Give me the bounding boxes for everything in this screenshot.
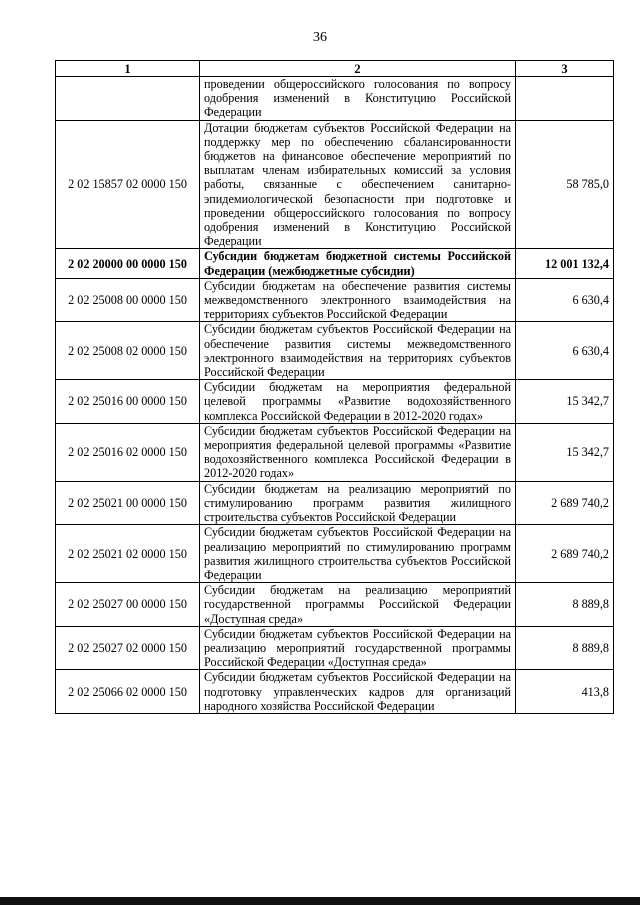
table-row — [56, 77, 614, 121]
budget-classification-code: 2 02 25008 02 0000 150 — [56, 322, 200, 380]
revenue-description: Субсидии бюджетам на обеспечение развития системы межведомственного электронного взаимодействия на территориях субъектов Российской Федерации — [200, 278, 516, 322]
header-row — [56, 61, 614, 77]
amount-thousand-rubles: 413,8 — [516, 670, 614, 714]
revenue-description: Субсидии бюджетам на реализацию мероприятий государственной программы Российской Федерации «Доступная среда» — [200, 583, 516, 627]
amount-thousand-rubles: 8 889,8 — [516, 626, 614, 670]
budget-classification-code: 2 02 25008 00 0000 150 — [56, 278, 200, 322]
revenue-description: Субсидии бюджетам на мероприятия федеральной целевой программы «Развитие водохозяйственного комплекса Российской Федерации в 2012-2020 годах» — [200, 380, 516, 424]
column-header-code: 1 — [56, 61, 200, 77]
budget-classification-code: 2 02 15857 02 0000 150 — [56, 120, 200, 249]
table-row — [56, 322, 614, 380]
page-number: 36 — [313, 30, 327, 45]
amount-thousand-rubles: 58 785,0 — [516, 120, 614, 249]
table-row — [56, 380, 614, 424]
table-row — [56, 249, 614, 278]
budget-revenue-table — [55, 60, 614, 714]
table-header — [56, 61, 614, 77]
column-header-amount: 3 — [516, 61, 614, 77]
table-row — [56, 481, 614, 525]
revenue-description: Дотации бюджетам субъектов Российской Федерации на поддержку мер по обеспечению сбалансированности бюджетов на финансовое обеспечение мероприятий по выплатам членам избирательных комиссий за условия работы, связанные с обеспечением санитарно-эпидемиологической безопасности при подготовке и проведении общероссийского голосования по вопросу одобрения изменений в Конституцию Российской Федерации — [200, 120, 516, 249]
revenue-description: проведении общероссийского голосования по вопросу одобрения изменений в Конституцию Российской Федерации — [200, 77, 516, 121]
revenue-description: Субсидии бюджетам субъектов Российской Федерации на реализацию мероприятий государственной программы Российской Федерации «Доступная среда» — [200, 626, 516, 670]
column-header-description: 2 — [200, 61, 516, 77]
amount-thousand-rubles: 8 889,8 — [516, 583, 614, 627]
budget-classification-code: 2 02 25027 00 0000 150 — [56, 583, 200, 627]
scan-bottom-edge — [0, 897, 640, 905]
budget-classification-code: 2 02 25016 00 0000 150 — [56, 380, 200, 424]
amount-thousand-rubles: 15 342,7 — [516, 380, 614, 424]
table-row — [56, 626, 614, 670]
budget-classification-code: 2 02 25016 02 0000 150 — [56, 423, 200, 481]
amount-thousand-rubles: 2 689 740,2 — [516, 481, 614, 525]
budget-classification-code: 2 02 25066 02 0000 150 — [56, 670, 200, 714]
table-body — [56, 77, 614, 714]
table-row — [56, 525, 614, 583]
table-row — [56, 670, 614, 714]
table-row — [56, 423, 614, 481]
amount-thousand-rubles: 2 689 740,2 — [516, 525, 614, 583]
revenue-description: Субсидии бюджетам субъектов Российской Федерации на обеспечение развития системы межведомственного электронного взаимодействия на территориях субъектов Российской Федерации — [200, 322, 516, 380]
amount-thousand-rubles: 6 630,4 — [516, 278, 614, 322]
revenue-description: Субсидии бюджетам субъектов Российской Федерации на подготовку управленческих кадров для организаций народного хозяйства Российской Федерации — [200, 670, 516, 714]
amount-thousand-rubles: 6 630,4 — [516, 322, 614, 380]
amount-thousand-rubles: 15 342,7 — [516, 423, 614, 481]
revenue-description: Субсидии бюджетам субъектов Российской Федерации на реализацию мероприятий по стимулированию программ развития жилищного строительства субъектов Российской Федерации — [200, 525, 516, 583]
revenue-description: Субсидии бюджетам бюджетной системы Российской Федерации (межбюджетные субсидии) — [200, 249, 516, 278]
table-row — [56, 583, 614, 627]
budget-classification-code: 2 02 20000 00 0000 150 — [56, 249, 200, 278]
amount-thousand-rubles: 12 001 132,4 — [516, 249, 614, 278]
amount-thousand-rubles — [516, 77, 614, 121]
budget-classification-code: 2 02 25021 02 0000 150 — [56, 525, 200, 583]
budget-classification-code — [56, 77, 200, 121]
revenue-description: Субсидии бюджетам субъектов Российской Федерации на мероприятия федеральной целевой программы «Развитие водохозяйственного комплекса Российской Федерации в 2012-2020 годах» — [200, 423, 516, 481]
table-row — [56, 278, 614, 322]
table-row — [56, 120, 614, 249]
revenue-description: Субсидии бюджетам на реализацию мероприятий по стимулированию программ развития жилищного строительства субъектов Российской Федерации — [200, 481, 516, 525]
budget-classification-code: 2 02 25027 02 0000 150 — [56, 626, 200, 670]
budget-classification-code: 2 02 25021 00 0000 150 — [56, 481, 200, 525]
